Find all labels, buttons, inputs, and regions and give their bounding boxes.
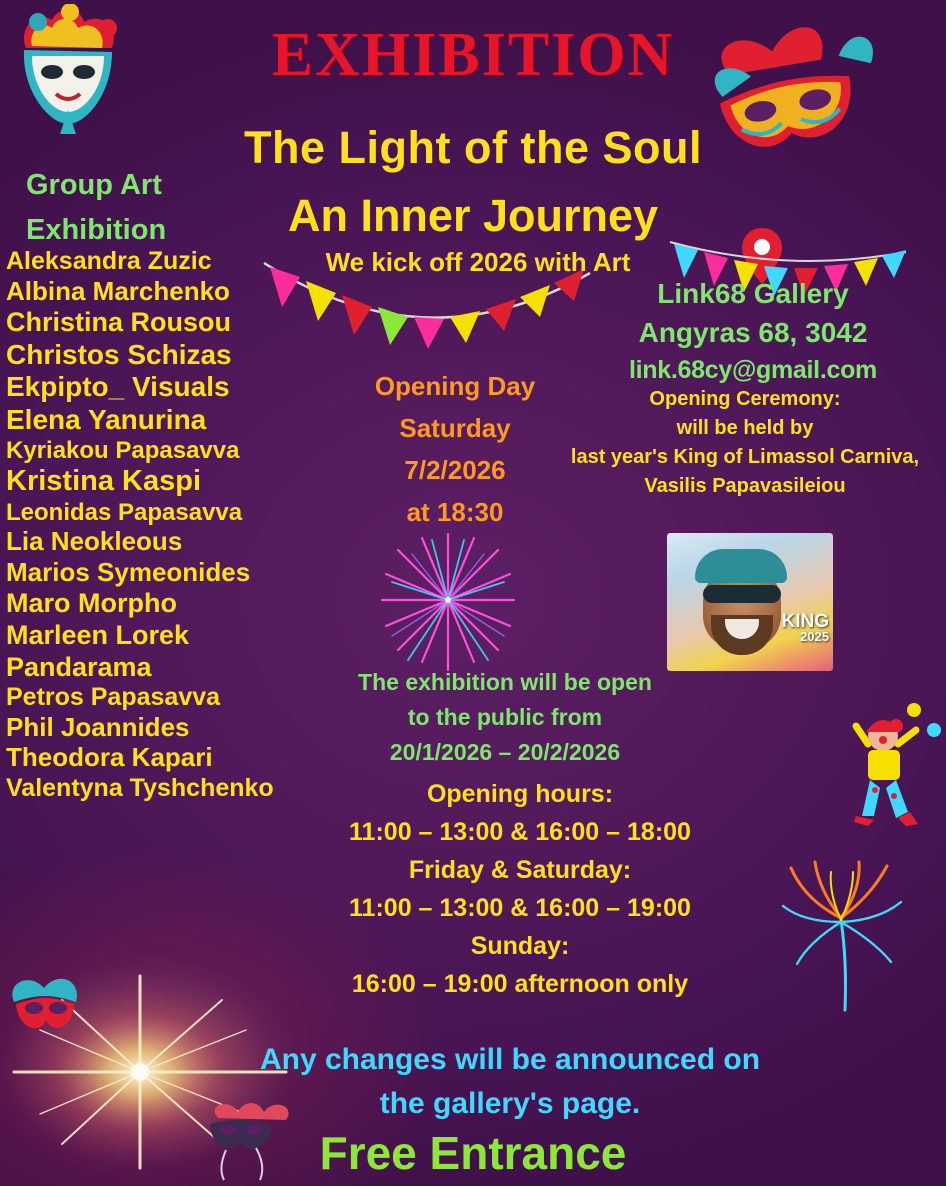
list-item: Albina Marchenko	[6, 275, 230, 306]
list-item: Kyriakou Papasavva	[6, 436, 240, 464]
opening-day-weekday: Saturday	[399, 413, 511, 444]
photo-caption-year: 2025	[800, 628, 829, 644]
firework-right-icon	[775, 860, 925, 1025]
announcement-line-1: Any changes will be announced on	[259, 1043, 761, 1076]
opening-hours-block	[300, 775, 740, 1003]
photo-glasses	[703, 585, 781, 603]
list-item: Lia Neokleous	[6, 526, 183, 557]
opening-day-block	[330, 365, 580, 533]
list-item: Maro Morpho	[6, 588, 177, 619]
list-item: Aleksandra Zuzic	[6, 247, 212, 275]
opening-hours-sunday: 16:00 – 19:00 afternoon only	[351, 970, 689, 998]
firework-icon	[358, 520, 538, 685]
free-entrance-label: Free Entrance	[319, 1127, 627, 1179]
list-item: Christina Rousou	[6, 307, 232, 338]
list-item: Marleen Lorek	[6, 619, 190, 650]
ceremony-line-3: last year's King of Limassol Carniva,	[570, 446, 920, 468]
list-item: Valentyna Tyshchenko	[6, 773, 274, 802]
gallery-info	[560, 275, 946, 389]
poster-title-line-1: The Light of the Soul	[244, 122, 702, 173]
announcement-line-2: the gallery's page.	[379, 1086, 641, 1120]
list-item: Ekpipto_ Visuals	[6, 371, 230, 403]
list-item: Petros Papasavva	[6, 683, 221, 712]
photo-caption	[781, 610, 830, 644]
opening-ceremony-block	[545, 385, 945, 501]
opening-day-title: Opening Day	[374, 371, 536, 401]
group-art-line-2: Exhibition	[26, 213, 167, 246]
opening-day-time: at 18:30	[406, 497, 504, 528]
gallery-name: Link68 Gallery	[657, 278, 849, 309]
list-item: Christos Schizas	[6, 338, 232, 370]
poster-title-line-2: An Inner Journey	[287, 190, 659, 241]
gallery-email[interactable]: link.68cy@gmail.com	[629, 356, 877, 385]
photo-hat	[695, 549, 787, 583]
artist-list	[6, 248, 366, 804]
list-item: Kristina Kaspi	[6, 465, 201, 498]
opening-hours-fri-sat-label: Friday & Saturday:	[408, 856, 632, 884]
list-item: Theodora Kapari	[6, 742, 213, 773]
public-open-line-2: to the public from	[407, 703, 603, 730]
group-art-exhibition-label	[26, 163, 241, 253]
opening-day-date: 7/2/2026	[404, 455, 506, 486]
gallery-address: Angyras 68, 3042	[638, 316, 868, 348]
list-item: Phil Joannides	[6, 711, 190, 742]
public-open-dates: 20/1/2026 – 20/2/2026	[389, 738, 621, 765]
opening-hours-weekday: 11:00 – 13:00 & 16:00 – 18:00	[349, 818, 691, 846]
list-item: Marios Symeonides	[6, 556, 251, 587]
poster-headline: EXHIBITION	[271, 21, 675, 89]
list-item: Leonidas Papasavva	[6, 498, 243, 526]
list-item: Elena Yanurina	[6, 404, 207, 435]
photo-caption-text: KING	[781, 610, 829, 632]
king-of-carnival-photo	[667, 533, 833, 671]
ceremony-line-2: will be held by	[676, 417, 814, 439]
ceremony-line-1: Opening Ceremony:	[649, 388, 841, 410]
announcement-note	[160, 1038, 860, 1125]
juggler-clown-icon	[838, 700, 942, 835]
ceremony-line-4: Vasilis Papavasileiou	[644, 475, 846, 497]
opening-hours-sunday-label: Sunday:	[470, 932, 570, 960]
public-open-block	[330, 665, 680, 770]
opening-hours-title: Opening hours:	[426, 780, 614, 808]
list-item: Pandarama	[6, 651, 152, 682]
kickoff-tagline: We kick off 2026 with Art	[325, 247, 631, 277]
opening-hours-fri-sat: 11:00 – 13:00 & 16:00 – 19:00	[349, 894, 691, 922]
group-art-line-1: Group Art	[26, 169, 162, 201]
public-open-line-1: The exhibition will be open	[358, 669, 652, 695]
